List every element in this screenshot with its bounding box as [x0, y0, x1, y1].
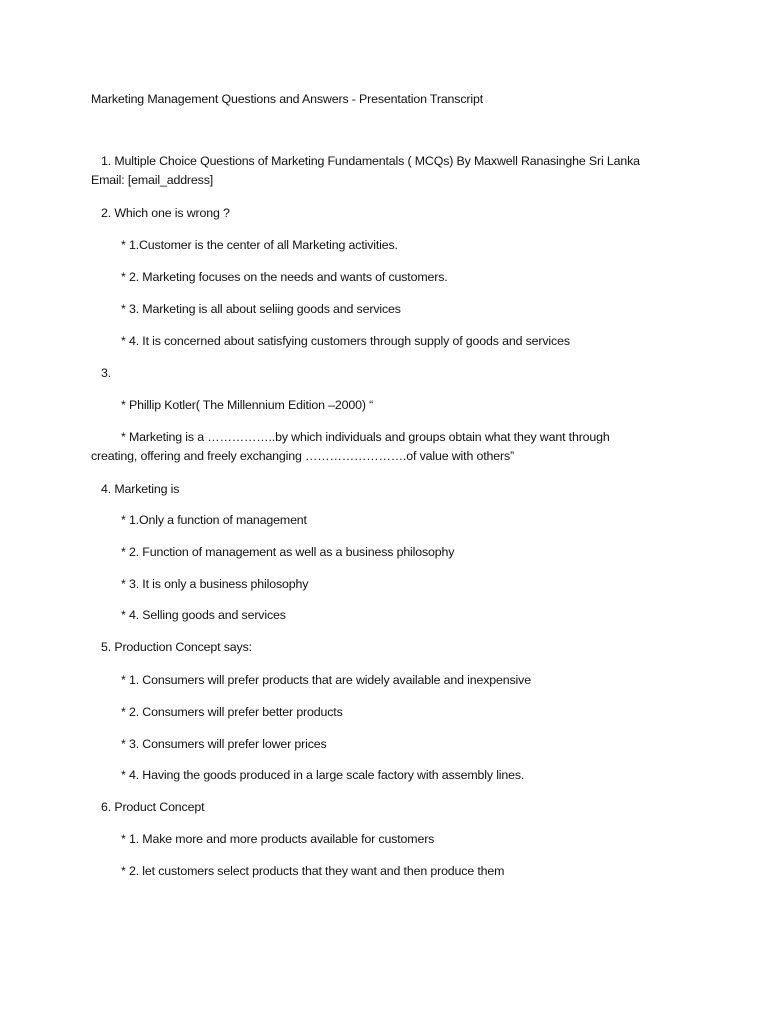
- question-6-heading: 6. Product Concept: [101, 800, 205, 814]
- question-3-citation: * Phillip Kotler( The Millennium Edition –2000) “: [121, 398, 374, 412]
- document-title: Marketing Management Questions and Answers - Presentation Transcript: [91, 92, 484, 106]
- question-4-option-2: * 2. Function of management as well as a business philosophy: [121, 545, 455, 559]
- question-6-option-1: * 1. Make more and more products available for customers: [121, 832, 435, 846]
- question-2-heading: 2. Which one is wrong ?: [101, 206, 230, 220]
- question-5-option-2: * 2. Consumers will prefer better products: [121, 705, 343, 719]
- question-5-heading: 5. Production Concept says:: [101, 640, 252, 654]
- question-4-option-1: * 1.Only a function of management: [121, 513, 307, 527]
- question-6-option-2: * 2. let customers select products that they want and then produce them: [121, 864, 505, 878]
- question-2-option-3: * 3. Marketing is all about seliing goods and services: [121, 302, 401, 316]
- question-5-option-1: * 1. Consumers will prefer products that are widely available and inexpensive: [121, 673, 531, 687]
- question-5-option-4: * 4. Having the goods produced in a large scale factory with assembly lines.: [121, 768, 525, 782]
- question-2-option-2: * 2. Marketing focuses on the needs and wants of customers.: [121, 270, 448, 284]
- question-4-option-3: * 3. It is only a business philosophy: [121, 577, 309, 591]
- question-4-option-4: * 4. Selling goods and services: [121, 608, 286, 622]
- question-3-heading: 3.: [101, 366, 112, 380]
- question-2-option-1: * 1.Customer is the center of all Marketing activities.: [121, 238, 398, 252]
- question-3-statement: * Marketing is a ……………..by which individuals and groups obtain what they want through creating, offering and freely exchanging …………………….of value with others”: [91, 430, 610, 463]
- question-4-heading: 4. Marketing is: [101, 482, 180, 496]
- question-1-text: 1. Multiple Choice Questions of Marketing Fundamentals ( MCQs) By Maxwell Ranasinghe Sri Lanka Email: [email_address]: [91, 154, 640, 187]
- question-2-option-4: * 4. It is concerned about satisfying customers through supply of goods and services: [121, 334, 570, 348]
- question-5-option-3: * 3. Consumers will prefer lower prices: [121, 737, 327, 751]
